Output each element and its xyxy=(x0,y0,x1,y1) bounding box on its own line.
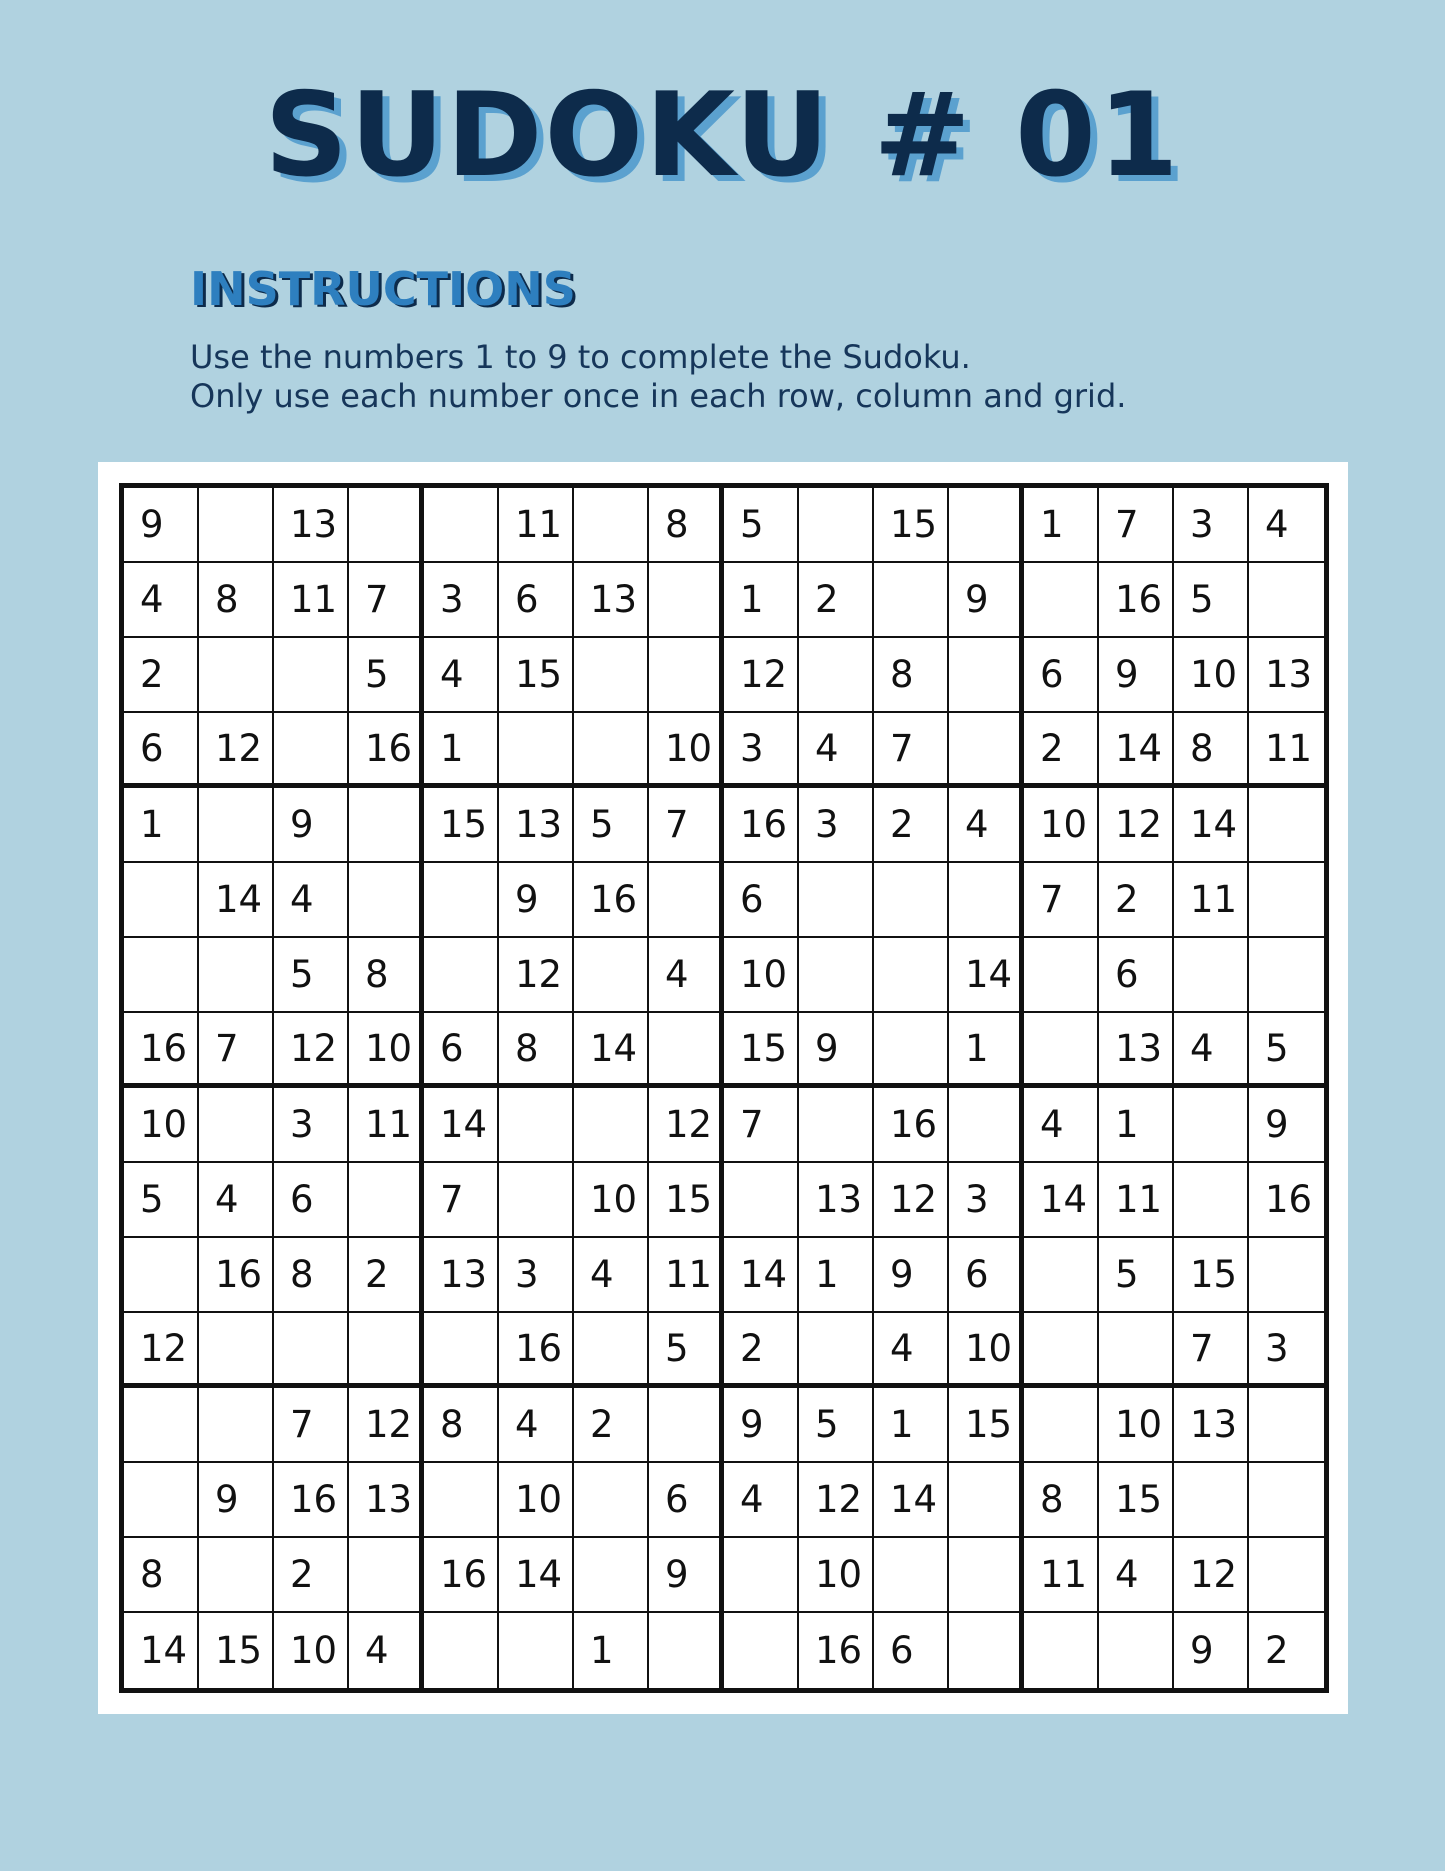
grid-cell[interactable] xyxy=(1249,1238,1324,1313)
grid-cell: 2 xyxy=(274,1538,349,1613)
grid-cell: 15 xyxy=(499,638,574,713)
grid-cell: 8 xyxy=(349,938,424,1013)
grid-cell[interactable] xyxy=(1249,1388,1324,1463)
grid-cell: 5 xyxy=(1099,1238,1174,1313)
grid-cell[interactable] xyxy=(574,1313,649,1388)
grid-cell: 15 xyxy=(949,1388,1024,1463)
grid-cell: 12 xyxy=(799,1463,874,1538)
grid-cell[interactable] xyxy=(949,713,1024,788)
grid-cell: 14 xyxy=(874,1463,949,1538)
grid-cell[interactable] xyxy=(124,1238,199,1313)
grid-cell[interactable] xyxy=(1249,863,1324,938)
grid-cell[interactable] xyxy=(1249,938,1324,1013)
grid-cell[interactable] xyxy=(199,1538,274,1613)
grid-cell: 9 xyxy=(274,788,349,863)
grid-cell: 14 xyxy=(574,1013,649,1088)
grid-cell: 4 xyxy=(124,563,199,638)
grid-cell[interactable] xyxy=(1024,1388,1099,1463)
grid-cell: 13 xyxy=(799,1163,874,1238)
grid-cell: 16 xyxy=(424,1538,499,1613)
grid-cell[interactable] xyxy=(424,1463,499,1538)
grid-cell: 12 xyxy=(274,1013,349,1088)
grid-cell: 2 xyxy=(1265,1629,1289,1672)
grid-cell: 9 xyxy=(499,863,574,938)
grid-cell[interactable] xyxy=(1249,1538,1324,1613)
grid-cell[interactable] xyxy=(574,1088,649,1163)
grid-cell[interactable] xyxy=(724,1613,799,1688)
grid-cell: 16 xyxy=(499,1313,574,1388)
grid-cell: 12 xyxy=(649,1088,724,1163)
grid-cell[interactable] xyxy=(949,488,1024,563)
grid-cell: 5 xyxy=(274,938,349,1013)
grid-cell: 7 xyxy=(724,1088,799,1163)
grid-cell: 1 xyxy=(424,713,499,788)
grid-cell: 8 xyxy=(274,1238,349,1313)
grid-cell: 16 xyxy=(199,1238,274,1313)
grid-cell: 8 xyxy=(124,1538,199,1613)
grid-cell[interactable] xyxy=(349,1313,424,1388)
grid-cell: 5 xyxy=(724,488,799,563)
grid-cell: 9 xyxy=(724,1388,799,1463)
grid-cell: 13 xyxy=(349,1463,424,1538)
grid-cell[interactable] xyxy=(1024,1613,1099,1688)
grid-cell[interactable] xyxy=(499,713,574,788)
grid-cell[interactable] xyxy=(274,638,349,713)
grid-cell: 13 xyxy=(1249,638,1324,713)
grid-cell: 3 xyxy=(799,788,874,863)
grid-cell: 14 xyxy=(199,863,274,938)
grid-cell: 12 xyxy=(1099,788,1174,863)
grid-cell: 4 xyxy=(874,1313,949,1388)
grid-cell[interactable] xyxy=(199,938,274,1013)
grid-cell[interactable] xyxy=(424,863,499,938)
grid-cell: 14 xyxy=(499,1538,574,1613)
grid-cell: 8 xyxy=(649,488,724,563)
grid-cell[interactable] xyxy=(874,563,949,638)
grid-cell: 4 xyxy=(949,788,1024,863)
grid-cell: 8 xyxy=(1174,713,1249,788)
grid-cell: 5 xyxy=(574,788,649,863)
grid-cell: 12 xyxy=(724,638,799,713)
grid-cell: 14 xyxy=(1024,1163,1099,1238)
grid-cell: 16 xyxy=(274,1463,349,1538)
grid-cell: 3 xyxy=(949,1163,1024,1238)
grid-cell: 3 xyxy=(499,1238,574,1313)
grid-cell: 6 xyxy=(1099,938,1174,1013)
grid-cell: 10 xyxy=(499,1463,574,1538)
grid-cell: 6 xyxy=(649,1463,724,1538)
grid-cell: 15 xyxy=(724,1013,799,1088)
instructions-line-2: Only use each number once in each row, column and grid. xyxy=(190,377,1127,415)
grid-cell: 5 xyxy=(649,1313,724,1388)
grid-cell[interactable] xyxy=(874,938,949,1013)
grid-cell: 2 xyxy=(1099,863,1174,938)
grid-cell[interactable] xyxy=(799,863,874,938)
grid-cell: 7 xyxy=(349,563,424,638)
grid-cell: 6 xyxy=(124,713,199,788)
grid-cell: 5 xyxy=(349,638,424,713)
grid-cell: 3 xyxy=(1249,1313,1324,1388)
grid-cell: 12 xyxy=(124,1313,199,1388)
grid-cell: 9 xyxy=(199,1463,274,1538)
grid-cell: 4 xyxy=(349,1613,424,1688)
grid-cell[interactable] xyxy=(424,1613,499,1688)
grid-cell[interactable] xyxy=(274,1313,349,1388)
grid-cell: 13 xyxy=(1099,1013,1174,1088)
grid-cell[interactable] xyxy=(799,638,874,713)
grid-cell: 5 xyxy=(799,1388,874,1463)
grid-cell: 10 xyxy=(724,938,799,1013)
grid-cell[interactable] xyxy=(1174,938,1249,1013)
grid-cell[interactable] xyxy=(649,1388,724,1463)
grid-cell: 15 xyxy=(649,1163,724,1238)
grid-cell: 13 xyxy=(424,1238,499,1313)
grid-cell[interactable] xyxy=(349,1538,424,1613)
grid-cell[interactable] xyxy=(1099,1613,1174,1688)
grid-cell[interactable] xyxy=(199,638,274,713)
grid-cell: 10 xyxy=(1099,1388,1174,1463)
grid-cell: 6 xyxy=(724,863,799,938)
grid-cell[interactable] xyxy=(199,1388,274,1463)
grid-cell: 8 xyxy=(499,1013,574,1088)
grid-cell: 7 xyxy=(1099,488,1174,563)
grid-cell: 11 xyxy=(499,488,574,563)
grid-cell: 10 xyxy=(949,1313,1024,1388)
grid-cell[interactable] xyxy=(799,488,874,563)
grid-cell[interactable] xyxy=(799,938,874,1013)
grid-cell: 7 xyxy=(274,1388,349,1463)
grid-cell: 1 xyxy=(124,788,199,863)
grid-cell: 2 xyxy=(874,788,949,863)
grid-cell: 10 xyxy=(274,1613,349,1688)
grid-cell: 3 xyxy=(274,1088,349,1163)
grid-cell: 14 xyxy=(1174,788,1249,863)
grid-cell: 14 xyxy=(724,1238,799,1313)
grid-cell[interactable] xyxy=(1024,938,1099,1013)
grid-cell[interactable] xyxy=(574,1463,649,1538)
grid-cell[interactable] xyxy=(424,938,499,1013)
grid-cell: 12 xyxy=(199,713,274,788)
grid-cell: 12 xyxy=(1174,1538,1249,1613)
grid-cell[interactable] xyxy=(574,638,649,713)
grid-cell: 12 xyxy=(349,1388,424,1463)
grid-cell[interactable] xyxy=(874,1538,949,1613)
grid-cell[interactable] xyxy=(499,1088,574,1163)
grid-cell: 4 xyxy=(649,938,724,1013)
grid-cell: 4 xyxy=(724,1463,799,1538)
grid-cell[interactable] xyxy=(124,863,199,938)
grid-cell[interactable] xyxy=(649,863,724,938)
grid-cell: 6 xyxy=(274,1163,349,1238)
grid-cell: 14 xyxy=(949,938,1024,1013)
grid-cell[interactable] xyxy=(199,788,274,863)
grid-cell[interactable] xyxy=(1249,563,1324,638)
grid-cell: 2 xyxy=(799,563,874,638)
grid-cell: 15 xyxy=(199,1613,274,1688)
grid-cell[interactable] xyxy=(349,1163,424,1238)
grid-cell: 15 xyxy=(1174,1238,1249,1313)
grid-cell: 16 xyxy=(1099,563,1174,638)
grid-cell[interactable] xyxy=(1174,1463,1249,1538)
grid-cell: 9 xyxy=(874,1238,949,1313)
grid-cell: 4 xyxy=(424,638,499,713)
grid-cell: 1 xyxy=(874,1388,949,1463)
grid-cell: 7 xyxy=(1024,863,1099,938)
page-title: SUDOKU # 01 xyxy=(264,68,1181,203)
grid-cell: 15 xyxy=(1099,1463,1174,1538)
grid-cell[interactable] xyxy=(949,1088,1024,1163)
grid-cell: 4 xyxy=(574,1238,649,1313)
grid-cell[interactable] xyxy=(874,863,949,938)
instructions-heading: INSTRUCTIONS xyxy=(190,262,576,316)
grid-cell[interactable] xyxy=(1174,1163,1249,1238)
grid-cell: 6 xyxy=(949,1238,1024,1313)
grid-cell[interactable] xyxy=(1249,1463,1324,1538)
grid-cell[interactable] xyxy=(649,638,724,713)
grid-cell[interactable] xyxy=(649,563,724,638)
grid-cell[interactable] xyxy=(499,1613,574,1688)
grid-cell[interactable] xyxy=(1249,788,1324,863)
grid-cell: 11 xyxy=(649,1238,724,1313)
grid-cell: 6 xyxy=(1024,638,1099,713)
grid-cell[interactable] xyxy=(1024,1013,1099,1088)
grid-cell: 13 xyxy=(574,563,649,638)
grid-cell: 9 xyxy=(1099,638,1174,713)
grid-cell[interactable] xyxy=(1024,1238,1099,1313)
grid-cell: 7 xyxy=(199,1013,274,1088)
grid-cell[interactable] xyxy=(124,938,199,1013)
grid-cell: 5 xyxy=(124,1163,199,1238)
grid-cell: 11 xyxy=(274,563,349,638)
grid-cell[interactable] xyxy=(574,713,649,788)
grid-cell[interactable] xyxy=(199,488,274,563)
grid-cell[interactable] xyxy=(1099,1313,1174,1388)
grid-cell: 1 xyxy=(1024,488,1099,563)
grid-cell: 14 xyxy=(1099,713,1174,788)
grid-cell: 8 xyxy=(1024,1463,1099,1538)
grid-cell: 16 xyxy=(874,1088,949,1163)
grid-cell: 3 xyxy=(424,563,499,638)
grid-cell: 12 xyxy=(874,1163,949,1238)
grid-cell[interactable] xyxy=(1024,563,1099,638)
grid-cell: 2 xyxy=(349,1238,424,1313)
grid-cell: 1 xyxy=(1099,1088,1174,1163)
grid-cell: 15 xyxy=(424,788,499,863)
grid-cell: 1 xyxy=(724,563,799,638)
grid-cell[interactable] xyxy=(799,1088,874,1163)
grid-cell: 16 xyxy=(124,1013,199,1088)
grid-cell: 7 xyxy=(424,1163,499,1238)
grid-cell[interactable] xyxy=(499,1163,574,1238)
grid-cell: 7 xyxy=(649,788,724,863)
grid-cell: 11 xyxy=(1024,1538,1099,1613)
grid-cell[interactable] xyxy=(349,488,424,563)
grid-cell[interactable] xyxy=(424,488,499,563)
grid-cell[interactable] xyxy=(349,788,424,863)
grid-cell: 16 xyxy=(799,1613,874,1688)
grid-cell[interactable] xyxy=(1174,1088,1249,1163)
grid-cell: 10 xyxy=(1024,788,1099,863)
grid-cell: 14 xyxy=(124,1613,199,1688)
grid-cell[interactable] xyxy=(799,1313,874,1388)
grid-cell: 7 xyxy=(874,713,949,788)
grid-cell: 11 xyxy=(1249,713,1324,788)
grid-cell: 9 xyxy=(1174,1613,1249,1688)
grid-cell: 1 xyxy=(799,1238,874,1313)
grid-cell: 2 xyxy=(1024,713,1099,788)
grid-cell: 10 xyxy=(1174,638,1249,713)
grid-cell: 3 xyxy=(724,713,799,788)
grid-cell: 13 xyxy=(1174,1388,1249,1463)
grid-cell: 15 xyxy=(874,488,949,563)
grid-cell: 1 xyxy=(949,1013,1024,1088)
grid-cell: 13 xyxy=(274,488,349,563)
grid-cell: 2 xyxy=(724,1313,799,1388)
grid-cell[interactable] xyxy=(949,1613,1024,1688)
grid-cell: 9 xyxy=(799,1013,874,1088)
grid-cell: 11 xyxy=(1099,1163,1174,1238)
grid-cell[interactable] xyxy=(124,1388,199,1463)
grid-cell: 9 xyxy=(949,563,1024,638)
grid-cell: 16 xyxy=(724,788,799,863)
grid-cell[interactable] xyxy=(649,1613,724,1688)
grid-cell: 5 xyxy=(1249,1013,1324,1088)
grid-cell: 2 xyxy=(574,1388,649,1463)
grid-cell: 8 xyxy=(874,638,949,713)
grid-cell: 4 xyxy=(274,863,349,938)
grid-cell: 16 xyxy=(349,713,424,788)
grid-cell: 4 xyxy=(1024,1088,1099,1163)
grid-cell: 9 xyxy=(124,488,199,563)
grid-cell: 6 xyxy=(499,563,574,638)
grid-cell[interactable] xyxy=(949,1463,1024,1538)
grid-cell: 4 xyxy=(1174,1013,1249,1088)
grid-cell[interactable] xyxy=(124,1463,199,1538)
grid-cell: 5 xyxy=(1174,563,1249,638)
grid-cell: 10 xyxy=(574,1163,649,1238)
grid-cell: 9 xyxy=(649,1538,724,1613)
grid-cell: 6 xyxy=(874,1613,949,1688)
instructions-line-1: Use the numbers 1 to 9 to complete the Sudoku. xyxy=(190,338,971,376)
grid-cell: 10 xyxy=(649,713,724,788)
grid-cell[interactable] xyxy=(199,1313,274,1388)
grid-cell[interactable] xyxy=(949,638,1024,713)
grid-cell: 9 xyxy=(1249,1088,1324,1163)
instructions-text xyxy=(190,338,1126,416)
grid-cell: 10 xyxy=(799,1538,874,1613)
grid-cell[interactable] xyxy=(949,1538,1024,1613)
grid-cell: 2 xyxy=(124,638,199,713)
grid-cell[interactable] xyxy=(274,713,349,788)
grid-cell[interactable] xyxy=(1024,1313,1099,1388)
grid-cell: 11 xyxy=(349,1088,424,1163)
grid-cell[interactable] xyxy=(574,938,649,1013)
grid-cell[interactable] xyxy=(424,1313,499,1388)
grid-cell: 4 xyxy=(1099,1538,1174,1613)
grid-cell: 4 xyxy=(799,713,874,788)
grid-cell: 10 xyxy=(349,1013,424,1088)
grid-cell: 1 xyxy=(574,1613,649,1688)
grid-cell: 7 xyxy=(1174,1313,1249,1388)
sudoku-grid xyxy=(119,483,1329,1693)
grid-cell: 4 xyxy=(1249,488,1324,563)
grid-cell: 14 xyxy=(424,1088,499,1163)
grid-cell[interactable] xyxy=(874,1013,949,1088)
grid-cell: 11 xyxy=(1174,863,1249,938)
grid-cell[interactable] xyxy=(949,863,1024,938)
grid-cell[interactable] xyxy=(574,1538,649,1613)
grid-cell: 13 xyxy=(499,788,574,863)
grid-cell: 6 xyxy=(424,1013,499,1088)
grid-cell: 8 xyxy=(424,1388,499,1463)
grid-cell: 16 xyxy=(1249,1163,1324,1238)
grid-cell: 8 xyxy=(199,563,274,638)
grid-cell: 4 xyxy=(199,1163,274,1238)
grid-cell[interactable] xyxy=(199,1088,274,1163)
grid-cell: 12 xyxy=(499,938,574,1013)
grid-cell[interactable] xyxy=(724,1538,799,1613)
grid-cell: 3 xyxy=(1174,488,1249,563)
grid-cell[interactable] xyxy=(574,488,649,563)
grid-cell: 16 xyxy=(574,863,649,938)
grid-cell: 10 xyxy=(124,1088,199,1163)
grid-cell: 4 xyxy=(499,1388,574,1463)
grid-cell[interactable] xyxy=(649,1013,724,1088)
grid-cell[interactable] xyxy=(724,1163,799,1238)
grid-cell[interactable] xyxy=(349,863,424,938)
